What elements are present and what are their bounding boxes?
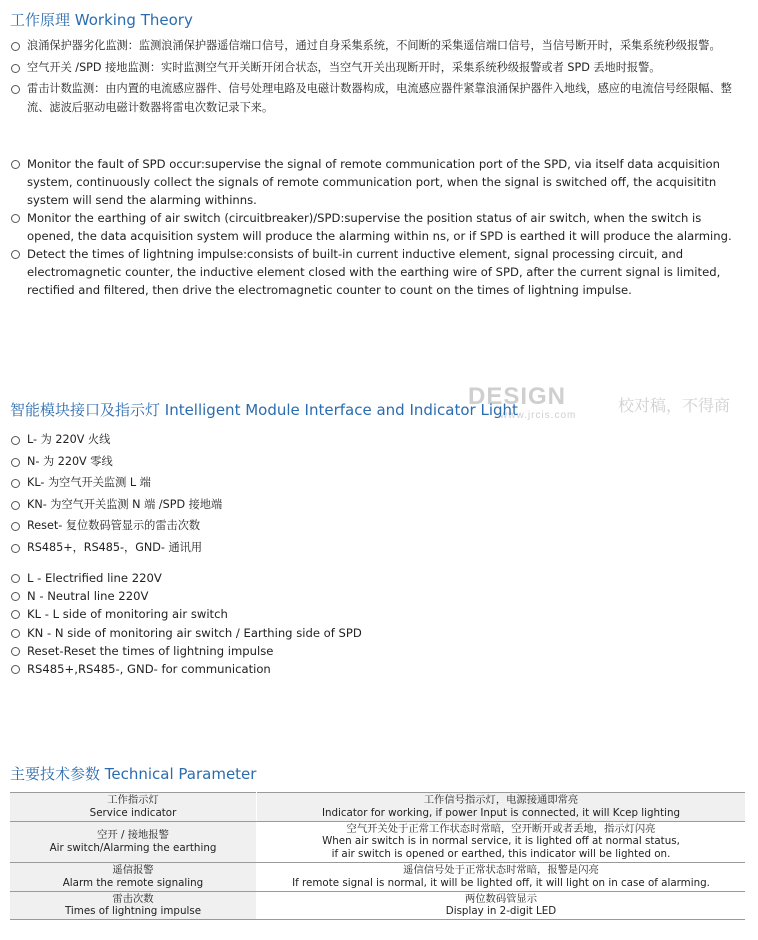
parameter-description-en: if air switch is opened or earthed, this indicator will be lighted on.: [331, 848, 671, 861]
parameter-name-cell: [10, 862, 257, 891]
parameter-description-zh: 遥信信号处于正常状态时常暗，报警是闪亮: [403, 863, 599, 876]
parameter-name-en: Service indicator: [89, 806, 177, 819]
parameter-name-zh: 空开 / 接地报警: [97, 828, 169, 841]
module-interface-chinese-list: [10, 429, 746, 559]
watermark-logo: DESIGN: [468, 383, 567, 410]
list-item: N- 为 220V 零线: [10, 451, 746, 473]
list-item: L - Electrified line 220V: [10, 569, 746, 587]
parameter-name-zh: 雷击次数: [112, 892, 154, 905]
parameter-description-cell: [257, 793, 746, 822]
parameter-description-en: When air switch is in normal service, it is lighted off at normal status,: [322, 835, 680, 848]
parameter-description-zh: 两位数码管显示: [464, 892, 538, 905]
table-row: [10, 793, 745, 822]
parameter-description-cell: [257, 821, 746, 862]
parameter-name-en: Times of lightning impulse: [64, 905, 202, 918]
working-theory-heading: 工作原理 Working Theory: [10, 11, 193, 29]
list-item: L- 为 220V 火线: [10, 429, 746, 451]
working-theory-chinese-list: [10, 37, 746, 120]
parameter-description-cell: [257, 862, 746, 891]
list-item: RS485+，RS485-，GND- 通讯用: [10, 537, 746, 559]
list-item: KL- 为空气开关监测 L 端: [10, 472, 746, 494]
list-item: RS485+,RS485-, GND- for communication: [10, 660, 746, 678]
parameter-description-cell: [257, 891, 746, 920]
parameter-name-zh: 遥信报警: [112, 863, 154, 876]
list-item: KN - N side of monitoring air switch / Earthing side of SPD: [10, 624, 746, 642]
parameter-name-en: Alarm the remote signaling: [62, 876, 204, 889]
parameter-name-cell: [10, 793, 257, 822]
technical-parameter-table: [10, 792, 745, 920]
list-item: N - Neutral line 220V: [10, 587, 746, 605]
list-item: 浪涌保护器劣化监测：监测浪涌保护器遥信端口信号，通过自身采集系统，不间断的采集遥信端口信号，当信号断开时，采集系统秒级报警。: [10, 37, 746, 56]
watermark-url: www.jrcis.com: [500, 410, 577, 421]
list-item: Reset- 复位数码管显示的雷击次数: [10, 515, 746, 537]
list-item: KL - L side of monitoring air switch: [10, 605, 746, 623]
module-interface-heading: 智能模块接口及指示灯 Intelligent Module Interface and Indicator Light: [10, 401, 518, 419]
list-item: Reset-Reset the times of lightning impulse: [10, 642, 746, 660]
table-row: [10, 891, 745, 920]
list-item: 空气开关 /SPD 接地监测：实时监测空气开关断开闭合状态，当空气开关出现断开时，采集系统秒级报警或者 SPD 丢地时报警。: [10, 59, 746, 78]
parameter-description-zh: 工作信号指示灯，电源接通即常亮: [423, 794, 579, 806]
list-item: 雷击计数监测：由内置的电流感应器件、信号处理电路及电磁计数器构成，电流感应器件紧靠浪涌保护器件入地线，感应的电流信号经限幅、整流、滤波后驱动电磁计数器将雷电次数记录下来。: [10, 80, 746, 117]
parameter-name-cell: [10, 821, 257, 862]
list-item: Monitor the earthing of air switch (circuitbreaker)/SPD:supervise the position status of air switch, when the switch is opened, the data acquisition system will produce the alarming within ns, or if SPD is earthed it will produce the alarming.: [10, 209, 746, 245]
parameter-description-en: Indicator for working, if power Input is connected, it will Kcep lighting: [321, 806, 681, 819]
parameter-name-zh: 工作指示灯: [107, 794, 159, 806]
table-row: [10, 862, 745, 891]
parameter-name-cell: [10, 891, 257, 920]
table-row: [10, 821, 745, 862]
list-item: Monitor the fault of SPD occur:supervise the signal of remote communication port of the SPD, via itself data acquisition system, continuously collect the signals of remote communication port, when the signal is switched off, the acquisititn system will send the alarming withinns.: [10, 155, 746, 209]
technical-parameter-heading: 主要技术参数 Technical Parameter: [10, 765, 257, 783]
list-item: Detect the times of lightning impulse:consists of built-in current inductive element, signal processing circuit, and electromagnetic counter, the inductive element closed with the earthing wire of SPD, after the current signal is limited, rectified and filtered, then drive the electromagnetic counter to count on the times of lightning impulse.: [10, 245, 746, 299]
watermark-chinese-text: 校对稿，不得商: [618, 396, 731, 415]
working-theory-english-list: [10, 155, 746, 299]
parameter-description-en: If remote signal is normal, it will be lighted off, it will light on in case of alarming.: [292, 876, 710, 889]
parameter-description-en: Display in 2-digit LED: [445, 905, 557, 918]
parameter-description-zh: 空气开关处于正常工作状态时常暗，空开断开或者丢地，指示灯闪亮: [346, 822, 656, 835]
parameter-name-en: Air switch/Alarming the earthing: [49, 841, 217, 854]
module-interface-english-list: [10, 569, 746, 678]
list-item: KN- 为空气开关监测 N 端 /SPD 接地端: [10, 494, 746, 516]
